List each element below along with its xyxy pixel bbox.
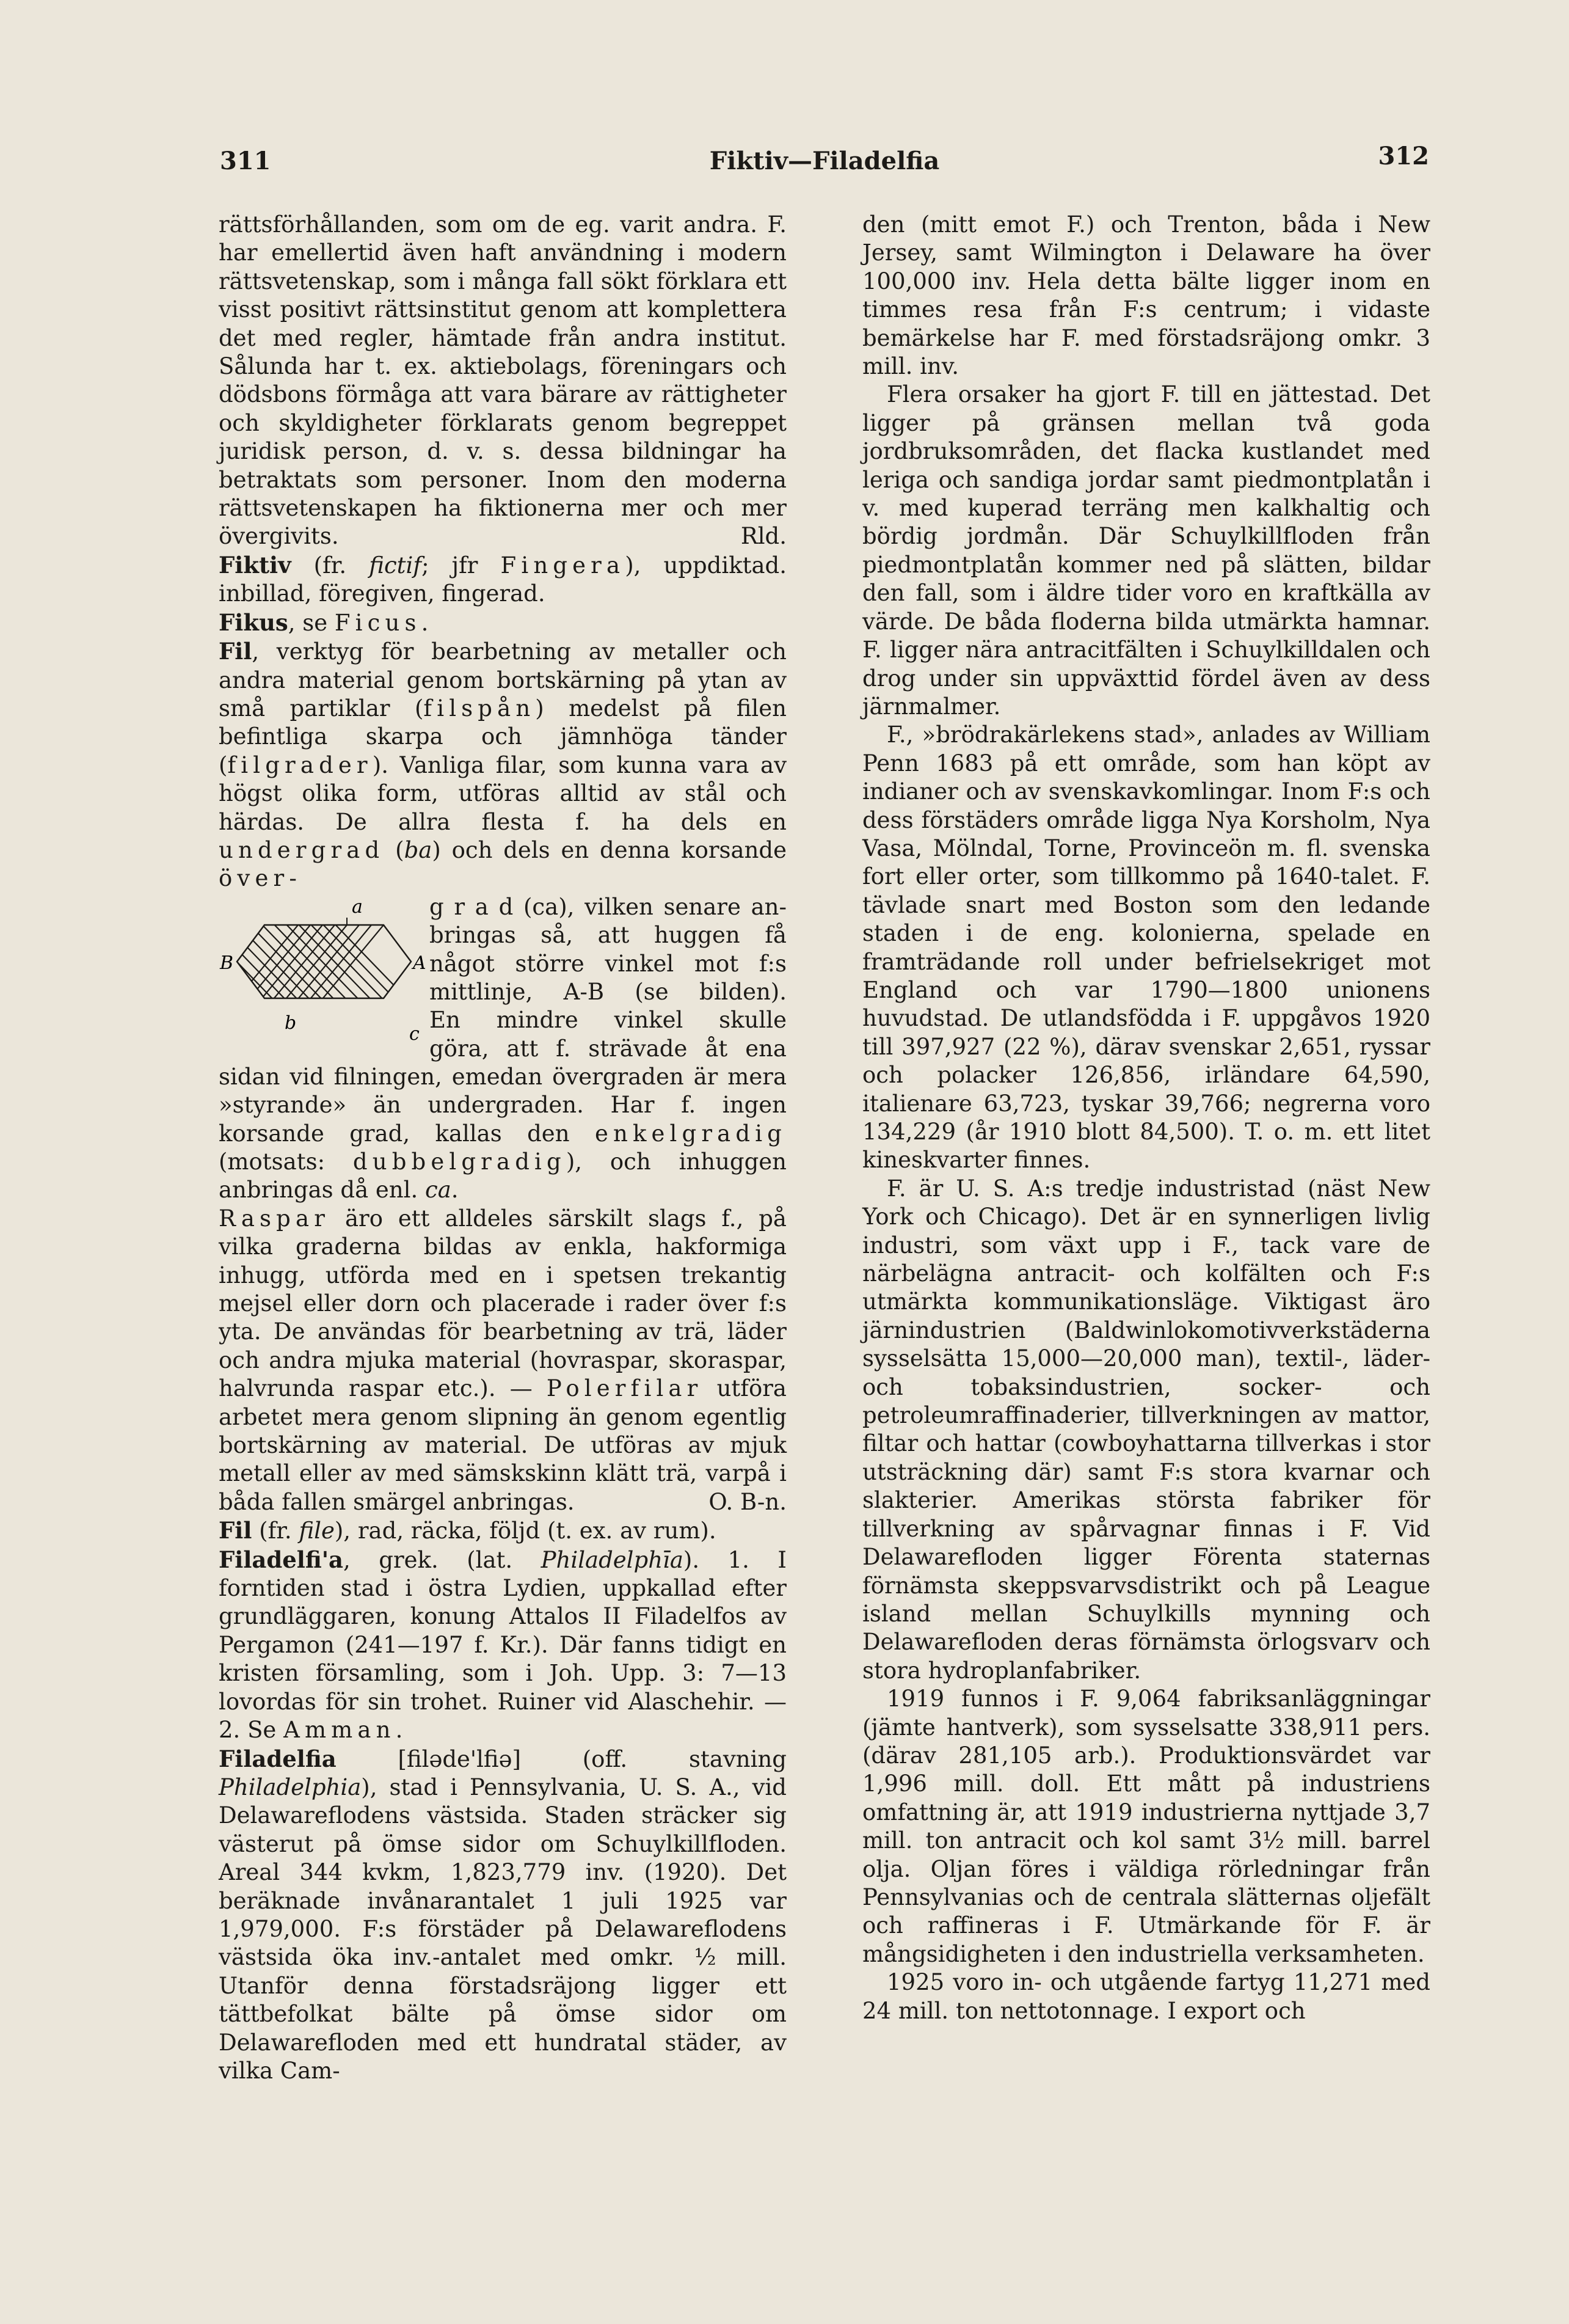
- figure-label-A: A: [413, 952, 426, 974]
- paragraph: den (mitt emot F.) och Trenton, båda i New Jersey, samt Wilmington i Delaware ha över 100,000 inv. Hela detta bälte ligger inom en timmes resa från F:s centrum; i vidaste bemärkelse har F. med förstadsräjong omkr. 3 mill. inv.: [862, 211, 1430, 380]
- headword: Filadelfia: [219, 1745, 337, 1772]
- headword: Fil: [219, 638, 252, 665]
- page-number-left: 311: [220, 147, 271, 175]
- running-title: Fiktiv—Filadelfia: [709, 147, 940, 175]
- page-header: [220, 142, 1429, 183]
- entry-fil-2: Fil (fr. file), rad, räcka, följd (t. ex. av rum).: [219, 1517, 716, 1544]
- entry-filadelfia-1: Filadelfi'a, grek. (lat. Philadelphīa). 1. I forntiden stad i östra Lydien, uppkallad efter grundläggaren, konung Attalos II Filadelfos av Pergamon (241—197 f. Kr.). Där fanns tidigt en kristen församling, som i Joh. Upp. 3: 7—13 lovordas för sin trohet. Ruiner vid Alaschehir. — 2. Se Amman.: [219, 1546, 787, 1744]
- file-teeth-figure: [219, 893, 426, 1063]
- headword: Filadelfi'a: [219, 1546, 344, 1573]
- entry-fikus: Fikus, se Ficus.: [219, 608, 429, 636]
- figure-label-c: c: [409, 1023, 420, 1045]
- paragraph: F., »brödrakärlekens stad», anlades av William Penn 1683 på ett område, som han köpt av indianer och av svenskavkomlingar. Inom F:s och dess förstäders område ligga Nya Korsholm, Nya Vasa, Mölndal, Torne, Provinceön m. fl. svenska fort eller orter, som tillkommo på 1640-talet. F. tävlade snart med Boston som den ledande staden i de eng. kolonierna, spelade en framträdande roll under befrielsekriget mot England och var 1790—1800 unionens huvudstad. De utlandsfödda i F. uppgåvos 1920 till 397,927 (22 %), därav svenskar 2,651, ryssar och polacker 126,856, irländare 64,590, italienare 63,723, tyskar 39,766; negrerna voro 134,229 (år 1910 blott 84,500). T. o. m. ett litet kineskvarter finnes.: [862, 722, 1430, 1174]
- paragraph: 1919 funnos i F. 9,064 fabriksanläggningar (jämte hantverk), som sysselsatte 338,911 pers. (därav 281,105 arb.). Produktionsvärdet var 1,996 mill. doll. Ett mått på industriens omfattning är, att 1919 industrierna nyttjade 3,7 mill. ton antracit och kol samt 3½ mill. barrel olja. Oljan föres i väldiga rörledningar från Pennsylvanias och de centrala slätternas oljefält och raffineras i F. Utmärkande för F. är mångsidigheten i den industriella verksamheten.: [862, 1686, 1430, 1967]
- headword: Fiktiv: [219, 551, 291, 579]
- signature: O. B-n.: [708, 1488, 787, 1515]
- figure-label-B: B: [220, 952, 234, 974]
- left-column: [219, 211, 787, 2085]
- figure-label-b: b: [285, 1012, 297, 1034]
- paragraph-raspar: Raspar äro ett alldeles särskilt slags f., på vilka graderna bildas av enkla, hakformiga inhugg, utförda med en i spetsen trekantig mejsel eller dorn och placerade i rader över f:s yta. De användas för bearbetning av trä, läder och andra mjuka material (hovraspar, skoraspar, halvrunda raspar etc.). — Polerfilar utföra arbetet mera genom slipning än genom egentlig bortskärning av material. De utföras av mjuk metall eller av med sämskskinn klätt trä, varpå i båda fallen smärgel anbringas. O. B-n.: [219, 1205, 787, 1516]
- paragraph: Flera orsaker ha gjort F. till en jättestad. Det ligger på gränsen mellan två goda jordbruksområden, det flacka kustlandet med leriga och sandiga jordar samt piedmontplatån i v. med kuperad terräng men kalkhaltig och bördig jordmån. Där Schuylkillfloden från piedmontplatån kommer ned på slätten, bildar den fall, som i äldre tider voro en kraftkälla av värde. De båda floderna bilda utmärkta hamnar. F. ligger nära antracitfälten i Schuylkilldalen och drog under sin uppväxttid fördel även av dess järnmalmer.: [862, 381, 1430, 720]
- figure-label-a: a: [352, 896, 363, 918]
- figure-wrap-text: g r a d (ca), vilken senare an- bringas så, att huggen få något större vinkel mot f:s mittlinje, A-B (se bilden). En mindre vinkel skulle göra, att f. strävade åt ena: [429, 893, 787, 1062]
- paragraph: 1925 voro in- och utgående fartyg 11,271 med 24 mill. ton nettotonnage. I export och: [862, 1969, 1430, 2024]
- page-number-right: 312: [1378, 142, 1429, 170]
- right-column: [862, 211, 1430, 2025]
- headword: Fil: [219, 1517, 252, 1544]
- entry-fil-continued: sidan vid filningen, emedan övergraden är mera »styrande» än undergraden. Har f. ingen korsande grad, kallas den enkelgradig (motsats: dubbelgradig), och inhuggen anbringas då enl. ca.: [219, 1063, 787, 1204]
- entry-fiktiv: Fiktiv (fr. fictif; jfr Fingera), uppdiktad. inbillad, föregiven, fingerad.: [219, 551, 787, 607]
- paragraph: F. är U. S. A:s tredje industristad (näst New York och Chicago). Det är en synnerligen livlig industri, som växt upp i F., tack vare de närbelägna antracit- och kolfälten och F:s utmärkta kommunikationsläge. Viktigast äro järnindustrien (Baldwinlokomotivverkstäderna sysselsätta 15,000—20,000 man), textil-, läder- och tobaksindustrien, socker- och petroleumraffinaderier, tillverkningen av mattor, filtar och hattar (cowboyhattarna tillverkas i stor utsträckning där) samt F:s stora kvarnar och slakterier. Amerikas största fabriker för tillverkning av spårvagnar finnas i F. Vid Delawarefloden ligger Förenta staternas förnämsta skeppsvarvsdistrikt och på League island mellan Schuylkills mynning och Delawarefloden deras förnämsta örlogsvarv och stora hydroplanfabriker.: [862, 1175, 1430, 1684]
- entry-fil: Fil, verktyg för bearbetning av metaller och andra material genom bortskärning på ytan av små partiklar (filspån) medelst på filen befintliga skarpa och jämnhöga tänder (filgrader). Vanliga filar, som kunna vara av högst olika form, utföras alltid av stål och härdas. De allra flesta f. ha dels en undergrad (ba) och dels en denna korsande över-: [219, 638, 787, 892]
- signature: Rld.: [740, 523, 787, 550]
- headword: Fikus: [219, 608, 288, 636]
- paragraph: rättsförhållanden, som om de eg. varit andra. F. har emellertid även haft användning i modern rättsvetenskap, som i många fall sökt förklara ett visst positivt rättsinstitut genom att komplettera det med regler, hämtade från andra institut. Sålunda har t. ex. aktiebolags, föreningars och dödsbons förmåga att vara bärare av rättigheter och skyldigheter förklarats genom begreppet juridisk person, d. v. s. dessa bildningar ha betraktats som personer. Inom den moderna rättsvetenskapen ha fiktionerna mer och mer övergivits. Rld.: [219, 211, 787, 551]
- file-teeth-figure-block: [219, 893, 787, 1063]
- entry-filadelfia-2: Filadelfia [filəde'lfiə] (off. stavning Philadelphia), stad i Pennsylvania, U. S. A., vid Delawareflodens västsida. Staden sträcker sig västerut på ömse sidor om Schuylkillfloden. Areal 344 kvkm, 1,823,779 inv. (1920). Det beräknade invånarantalet 1 juli 1925 var 1,979,000. F:s förstäder på Delawareflodens västsida öka inv.-antalet med omkr. ½ mill. Utanför denna förstadsräjong ligger ett tättbefolkat bälte på ömse sidor om Delawarefloden med ett hundratal städer, av vilka Cam-: [219, 1745, 787, 2084]
